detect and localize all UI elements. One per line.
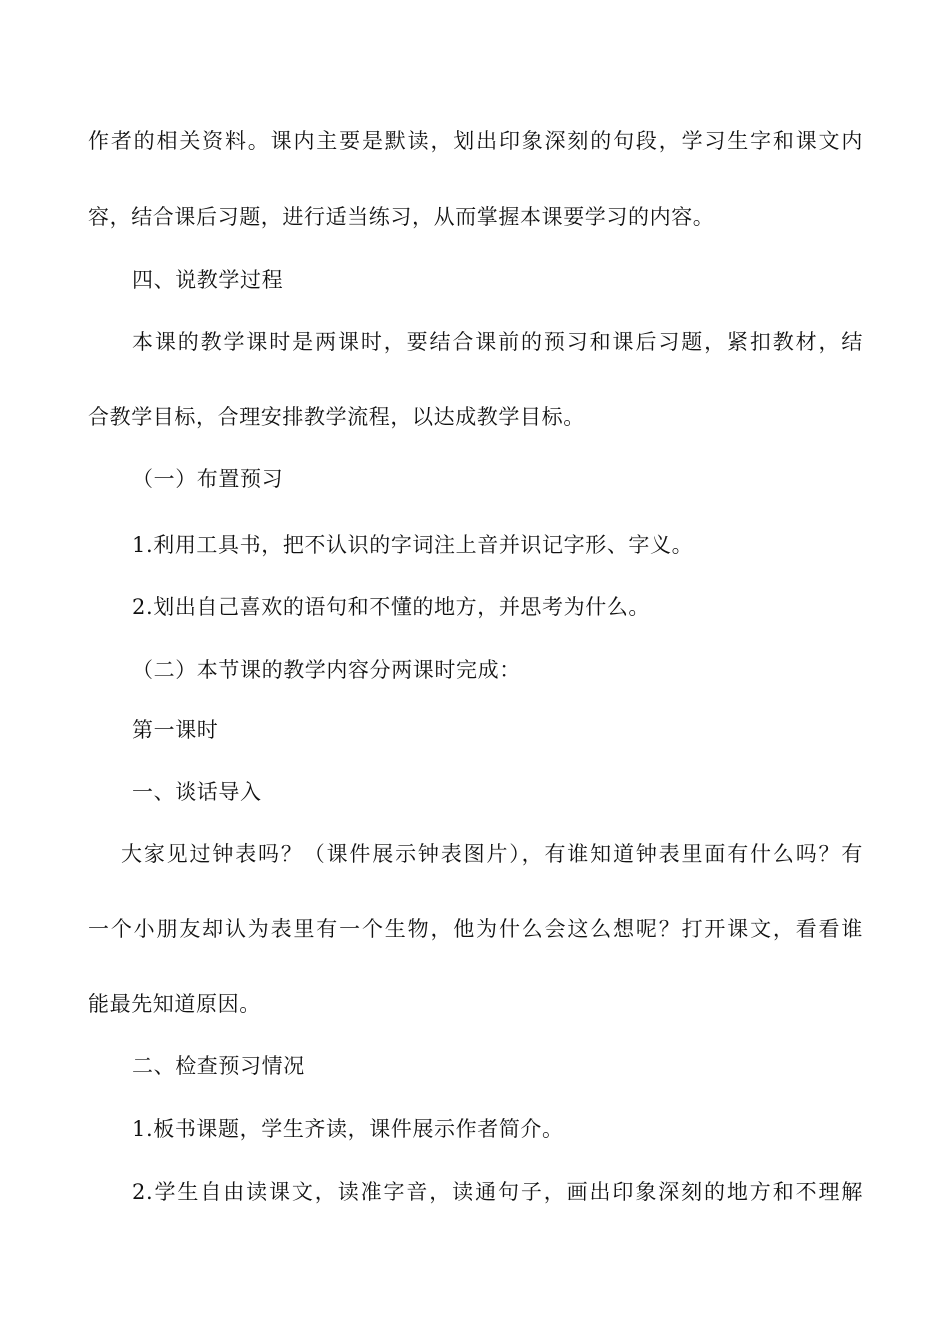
paragraph-line: 本课的教学课时是两课时，要结合课前的预习和课后习题，紧扣教材，结 (132, 330, 863, 354)
section-heading: 一、谈话导入 (132, 780, 262, 804)
list-item: 2.划出自己喜欢的语句和不懂的地方，并思考为什么。 (132, 595, 651, 619)
paragraph-line: 大家见过钟表吗？（课件展示钟表图片），有谁知道钟表里面有什么吗？有 (121, 842, 863, 866)
list-item: 2.学生自由读课文，读准字音，读通句子，画出印象深刻的地方和不理解 (132, 1180, 863, 1204)
paragraph-line: 一个小朋友却认为表里有一个生物，他为什么会这么想呢？打开课文，看看谁 (88, 917, 863, 941)
list-item: 1.板书课题，学生齐读，课件展示作者简介。 (132, 1117, 564, 1141)
paragraph-line: 作者的相关资料。课内主要是默读，划出印象深刻的句段，学习生字和课文内 (88, 129, 863, 153)
list-item: 1.利用工具书，把不认识的字词注上音并识记字形、字义。 (132, 533, 694, 557)
section-heading: 二、检查预习情况 (132, 1054, 305, 1078)
paragraph-line: 能最先知道原因。 (88, 992, 261, 1016)
lesson-heading: 第一课时 (132, 718, 219, 742)
paragraph-line: 容，结合课后习题，进行适当练习，从而掌握本课要学习的内容。 (88, 205, 715, 229)
section-heading: 四、说教学过程 (132, 268, 284, 292)
paragraph-line: 合教学目标，合理安排教学流程，以达成教学目标。 (88, 405, 585, 429)
subsection-heading: （二）本节课的教学内容分两课时完成： (132, 658, 521, 682)
subsection-heading: （一）布置预习 (132, 467, 284, 491)
